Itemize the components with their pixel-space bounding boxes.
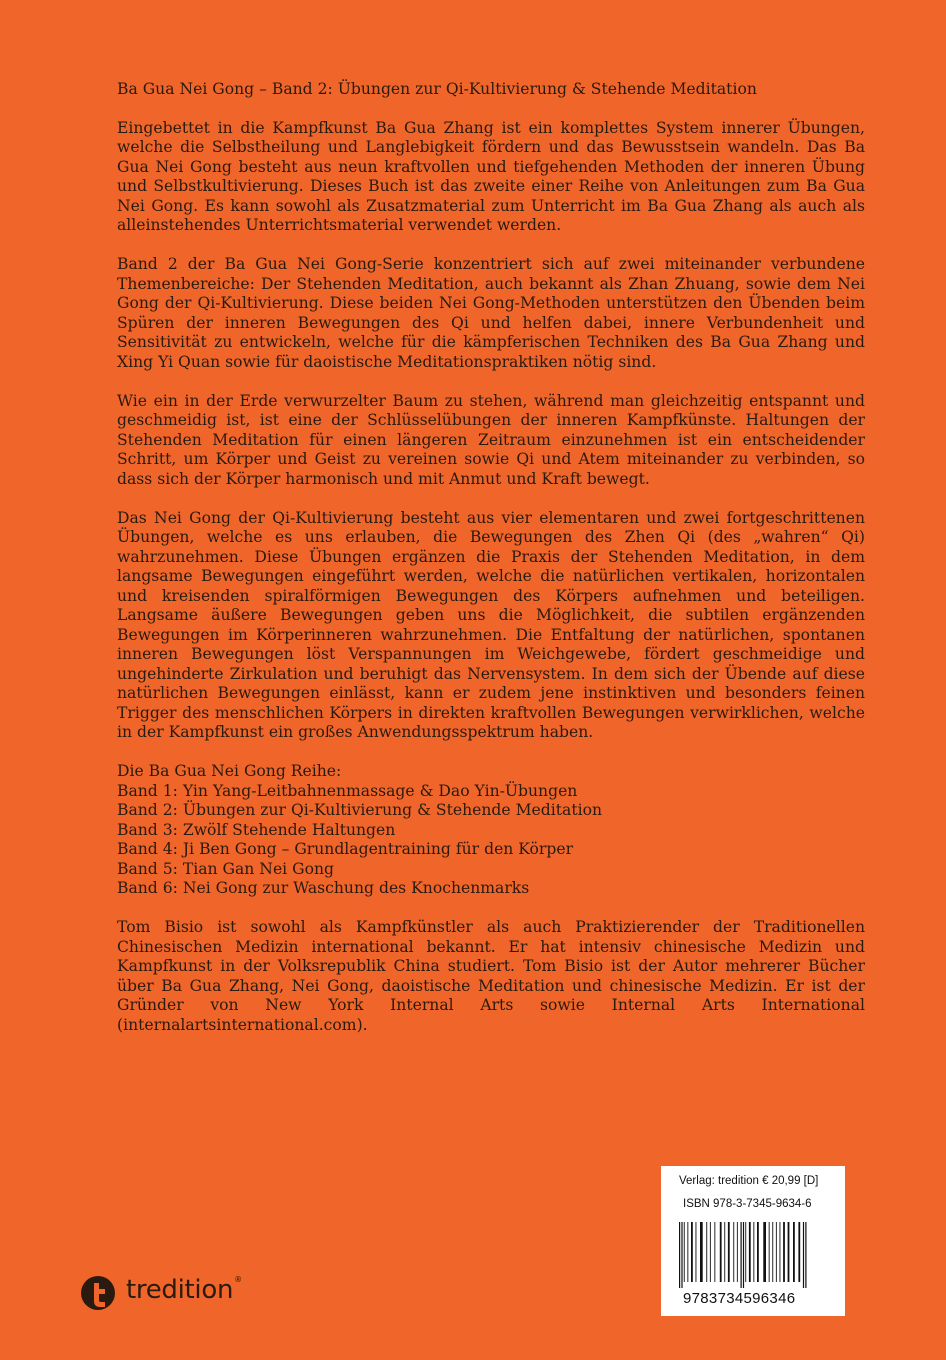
logo-wordmark: tredition® (126, 1275, 242, 1305)
paragraph-intro: Eingebettet in die Kampfkunst Ba Gua Zhang ist ein komplettes System innerer Übungen, welche die Selbstheilung und Langlebigkeit fördern und das Bewusstsein wandeln. Das Ba Gua Nei Gong besteht aus neun kraftvollen und tiefgehenden Methoden der inneren Übung und Selbstkultivierung. Dieses Buch ist das zweite einer Reihe von Anleitungen zum Ba Gua Nei Gong. Es kann sowohl als Zusatzmaterial zum Unterricht im Ba Gua Zhang als auch als alleinstehendes Unterrichtsmaterial verwendet werden. (117, 118, 865, 234)
tredition-t-icon (80, 1275, 116, 1311)
list-item: Band 6: Nei Gong zur Waschung des Knochenmarks (117, 879, 530, 897)
barcode-bars (679, 1222, 829, 1288)
list-item: Band 5: Tian Gan Nei Gong (117, 859, 334, 878)
list-item: Band 1: Yin Yang-Leitbahnenmassage & Dao Yin-Übungen (117, 781, 578, 800)
barcode-label (661, 1166, 845, 1316)
series-list (117, 762, 865, 899)
paragraph-standing: Wie ein in der Erde verwurzelter Baum zu stehen, während man gleichzeitig entspannt und geschmeidig ist, ist eine der Schlüsselübungen der inneren Kampfkünste. Haltungen der Stehenden Meditation für einen längeren Zeitraum einzunehmen ist ein entscheidender Schritt, um Körper und Geist zu vereinen sowie Qi und Atem miteinander zu verbinden, so dass sich der Körper harmonisch und mit Anmut und Kraft bewegt. (117, 391, 865, 488)
author-bio: Tom Bisio ist sowohl als Kampfkünstler als auch Praktizierender der Traditionellen Chinesischen Medizin international bekannt. Er hat intensiv chinesische Medizin und Kampfkunst in der Volksrepublik China studiert. Tom Bisio ist der Autor mehrerer Bücher über Ba Gua Zhang, Nei Gong, daoistische Meditation und chinesische Medizin. Er ist der Gründer von New York Internal Arts sowie Internal Arts International (internalartsinternational.com). (117, 918, 865, 1034)
back-cover-text (117, 80, 865, 1055)
list-item: Band 2: Übungen zur Qi-Kultivierung & Stehende Meditation (117, 801, 603, 819)
paragraph-qi: Das Nei Gong der Qi-Kultivierung besteht aus vier elementaren und zwei fortgeschrittenen Übungen, welche es uns erlauben, die Bewegungen des Zhen Qi (des „wahren“ Qi) wahrzunehmen. Diese Übungen ergänzen die Praxis der Stehenden Meditation, in dem langsame Bewegungen eingeführt werden, welche die natürlichen vertikalen, horizontalen und kreisenden spiralförmigen Bewegungen des Körpers aufnehmen und beteiligen. Langsame äußere Bewegungen geben uns die Möglichkeit, die subtilen ergänzenden Bewegungen im Körperinneren wahrzunehmen. Die Entfaltung der natürlichen, spontanen inneren Bewegungen löst Verspannungen im Weichgewebe, fördert geschmeidige und ungehinderte Zirkulation und beruhigt das Nervensystem. In dem sich der Übende auf diese natürlichen Bewegungen einlässt, kann er zudem jene instinktiven und besonders feinen Trigger des menschlichen Körpers in direkten kraftvollen Bewegungen verwirklichen, welche in der Kampfkunst ein großes Anwendungsspektrum haben. (117, 508, 865, 741)
paragraph-volume: Band 2 der Ba Gua Nei Gong-Serie konzentriert sich auf zwei miteinander verbundene Themenbereiche: Der Stehenden Meditation, auch bekannt als Zhan Zhuang, sowie dem Nei Gong der Qi-Kultivierung. Diese beiden Nei Gong-Methoden unterstützen den Übenden beim Spüren der inneren Bewegungen des Qi und helfen dabei, innere Verbundenheit und Sensitivität zu entwickeln, welche für die kämpferischen Techniken des Ba Gua Zhang und Xing Yi Quan sowie für daoistische Meditationspraktiken nötig sind. (117, 255, 865, 371)
isbn-text: ISBN 978-3-7345-9634-6 (683, 1198, 812, 1210)
barcode-number: 9783734596346 (683, 1290, 796, 1307)
list-item: Band 4: Ji Ben Gong – Grundlagentraining für den Körper (117, 840, 574, 858)
publisher-logo (80, 1275, 242, 1311)
list-item: Band 3: Zwölf Stehende Haltungen (117, 820, 396, 839)
series-heading: Die Ba Gua Nei Gong Reihe: (117, 762, 342, 780)
publisher-price: Verlag: tredition € 20,99 [D] (679, 1175, 819, 1187)
book-title: Ba Gua Nei Gong – Band 2: Übungen zur Qi-Kultivierung & Stehende Meditation (117, 80, 757, 98)
